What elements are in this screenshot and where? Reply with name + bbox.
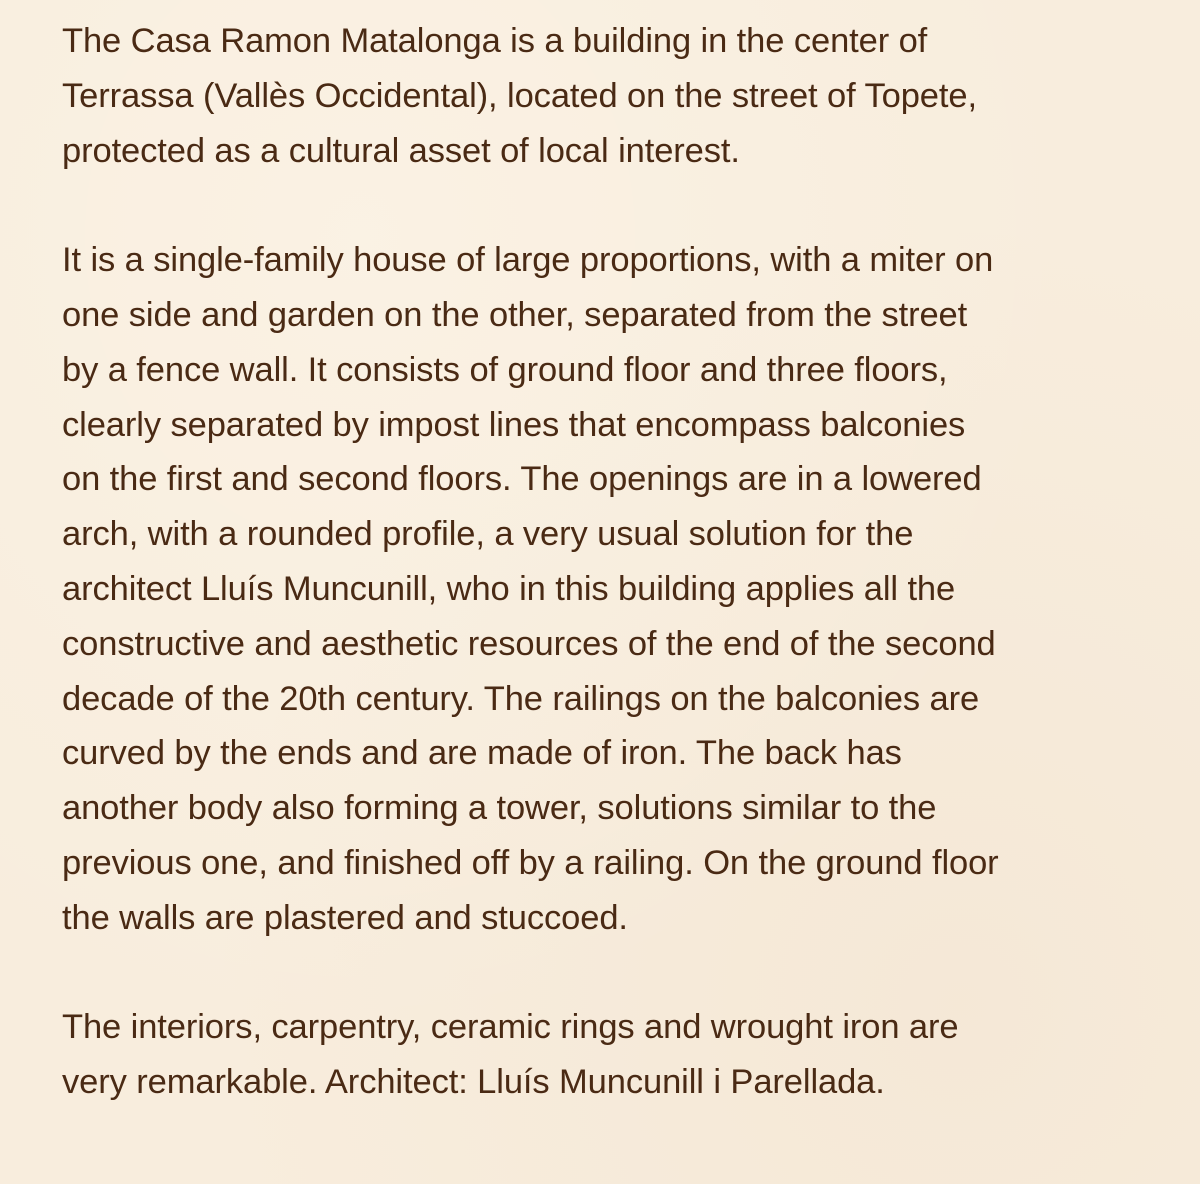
text-line: It is a single-family house of large proportions, with a miter on: [62, 241, 994, 280]
text-line: constructive and aesthetic resources of the end of the second: [62, 624, 996, 663]
text-line: on the first and second floors. The openings are in a lowered: [62, 460, 982, 499]
text-line: the walls are plastered and stuccoed.: [62, 898, 628, 937]
text-line: Terrassa (Vallès Occidental), located on the street of Topete,: [62, 76, 977, 115]
text-line: arch, with a rounded profile, a very usual solution for the: [62, 515, 914, 554]
text-line: one side and garden on the other, separated from the street: [62, 295, 968, 334]
text-line: previous one, and finished off by a railing. On the ground floor: [62, 843, 999, 882]
text-line: architect Lluís Muncunill, who in this building applies all the: [62, 569, 956, 608]
paragraph-description: [62, 233, 1160, 945]
text-line: decade of the 20th century. The railings on the balconies are: [62, 679, 980, 718]
text-line: by a fence wall. It consists of ground floor and three floors,: [62, 350, 948, 389]
paragraph-intro: [62, 14, 1160, 178]
text-line: protected as a cultural asset of local interest.: [62, 131, 740, 170]
paragraph-closing: [62, 1000, 1160, 1110]
text-line: very remarkable. Architect: Lluís Muncunill i Parellada.: [62, 1063, 885, 1102]
text-line: The Casa Ramon Matalonga is a building in the center of: [62, 22, 928, 60]
text-line: curved by the ends and are made of iron. The back has: [62, 734, 902, 773]
text-line: another body also forming a tower, solutions similar to the: [62, 789, 937, 828]
text-line: clearly separated by impost lines that encompass balconies: [62, 405, 966, 444]
text-line: The interiors, carpentry, ceramic rings and wrought iron are: [62, 1008, 959, 1047]
